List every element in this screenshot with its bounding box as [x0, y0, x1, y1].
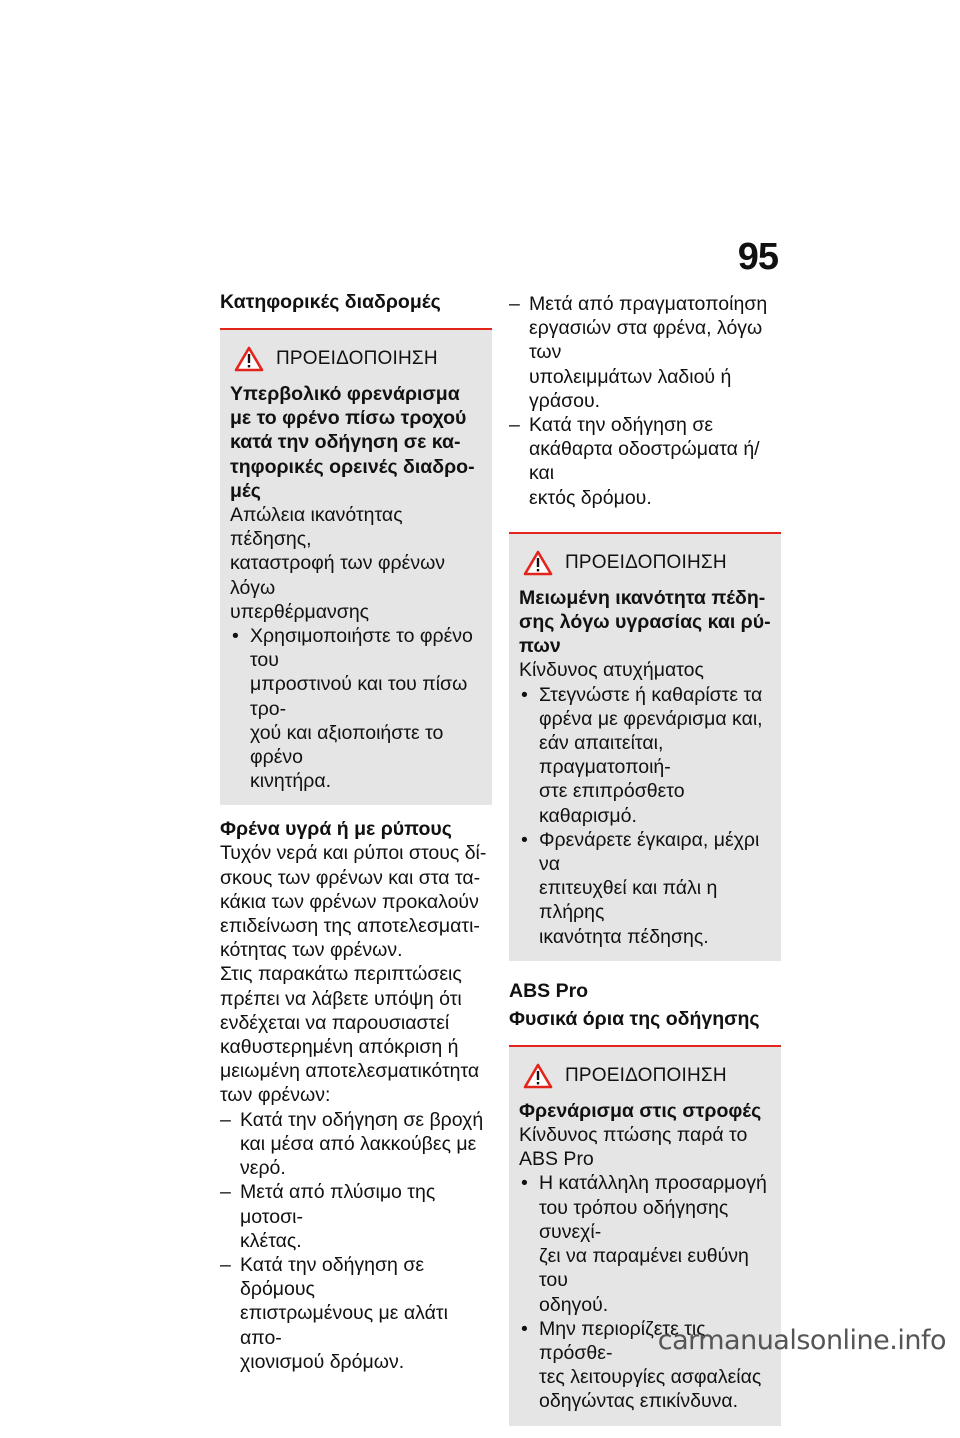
text-line: κότητας των φρένων. [220, 939, 403, 962]
bullet-line: ζει να παραμένει ευθύνη του [539, 1245, 749, 1292]
dash-line: Κατά την οδήγηση σε βροχή [240, 1108, 484, 1131]
bullet-line: φρένα με φρενάρισμα και, [539, 707, 763, 730]
warning-box-cornering [509, 1045, 781, 1426]
warning-box-downhill [220, 328, 492, 805]
dash-item [509, 413, 781, 510]
heading-line: Φρενάρισμα στις στροφές [519, 1099, 762, 1122]
watermark: carmanualsonline.info [657, 1325, 946, 1356]
heading-line: Μειωμένη ικανότητα πέδη- [519, 586, 766, 609]
warning-label: ΠΡΟΕΙΔΟΠΟΙΗΣΗ [276, 348, 438, 369]
text-line: ABS Pro [519, 1148, 594, 1171]
bullet-line: επιτευχθεί και πάλι η πλήρης [539, 877, 718, 924]
dash-line: νερό. [240, 1157, 286, 1180]
bullet-line: Φρενάρετε έγκαιρα, μέχρι να [539, 828, 760, 876]
heading-line: σης λόγω υγρασίας και ρύ- [519, 611, 771, 634]
text-line: ενδέχεται να παρουσιαστεί [220, 1011, 450, 1034]
bullet-line: Μην περιορίζετε τις πρόσθε- [539, 1317, 706, 1364]
bullet-line: κινητήρα. [250, 770, 332, 793]
section-title-wet-brakes: Φρένα υγρά ή με ρύπους [220, 818, 452, 841]
text-line: Τυχόν νερά και ρύποι στους δί- [220, 842, 487, 865]
dash-item [509, 292, 781, 413]
page-number: 95 [737, 236, 778, 278]
warning-header [519, 1063, 772, 1089]
heading-line: πων [519, 635, 561, 658]
dash-item [220, 1180, 492, 1253]
dash-line: Κατά την οδήγηση σε [529, 414, 714, 437]
bullet-line: τες λειτουργίες ασφαλείας [539, 1366, 762, 1389]
bullet-mark: • [232, 625, 239, 648]
warning-box-wet [509, 532, 781, 961]
heading-line: Υπερβολικό φρενάρισμα [230, 383, 460, 405]
warning-triangle-icon [523, 1063, 553, 1089]
dash-line: χιονισμού δρόμων. [240, 1350, 405, 1373]
text-line: καθυστερημένη απόκριση ή [220, 1036, 459, 1059]
text-line: επιδείνωση της αποτελεσματι- [220, 915, 480, 938]
bullet-mark: • [521, 1172, 528, 1195]
text-line: κάκια των φρένων προκαλούν [220, 890, 479, 913]
paragraph-2 [220, 962, 492, 1107]
bullet-line: μπροστινού και του πίσω τρο- [250, 673, 468, 720]
bullet-line: του τρόπου οδήγησης συνεχί- [539, 1196, 729, 1243]
heading-line: κατά την οδήγηση σε κα- [230, 431, 461, 454]
bullet-mark: • [521, 1317, 528, 1340]
warning-triangle-icon [523, 550, 553, 576]
text-line: καταστροφή των φρένων λόγω [230, 552, 446, 599]
warning-header [519, 550, 772, 576]
dash-line: Μετά από πλύσιμο της μοτοσι- [240, 1181, 436, 1228]
dash-line: εργασιών στα φρένα, λόγω των [529, 317, 763, 364]
section-title-physical-limits: Φυσικά όρια της οδήγησης [509, 1007, 760, 1030]
bullet-line: Η κατάλληλη προσαρμογή [539, 1172, 767, 1195]
bullet-mark: • [521, 828, 528, 851]
dash-line: κλέτας. [240, 1229, 302, 1252]
dash-item [220, 1253, 492, 1374]
dash-line: εκτός δρόμου. [529, 486, 652, 509]
bullet-line: οδηγώντας επικίνδυνα. [539, 1390, 739, 1413]
dash-mark: – [220, 1108, 231, 1131]
dash-line: Κατά την οδήγηση σε δρόμους [240, 1253, 425, 1301]
bullet-item [519, 683, 772, 828]
bullet-line: ικανότητα πέδησης. [539, 925, 709, 948]
dash-line: ακάθαρτα οδοστρώματα ή/και [529, 438, 760, 485]
text-line: Κίνδυνος ατυχήματος [519, 659, 704, 682]
dash-mark: – [509, 293, 520, 315]
dash-line: επιστρωμένους με αλάτι απο- [240, 1302, 448, 1349]
warning-triangle-icon [234, 346, 264, 372]
section-title-downhill: Κατηφορικές διαδρομές [220, 291, 441, 313]
bullet-line: εάν απαιτείται, πραγματοποιή- [539, 732, 671, 779]
dash-line: Μετά από πραγματοποίηση [529, 293, 768, 315]
heading-line: τηφορικές ορεινές διαδρο- [230, 455, 475, 478]
text-line: Στις παρακάτω περιπτώσεις [220, 963, 462, 986]
warning-text [230, 503, 483, 624]
dash-mark: – [509, 414, 520, 437]
bullet-mark: • [521, 683, 528, 706]
bullet-line: Χρησιμοποιήστε το φρένο του [250, 625, 473, 672]
left-column [220, 290, 492, 1374]
bullet-item [519, 1171, 772, 1316]
heading-line: μές [230, 479, 261, 502]
warning-heading [230, 382, 483, 503]
bullet-item [230, 624, 483, 793]
text-line: Κίνδυνος πτώσης παρά το [519, 1124, 748, 1147]
text-line: των φρένων: [220, 1084, 331, 1107]
warning-label: ΠΡΟΕΙΔΟΠΟΙΗΣΗ [565, 1064, 727, 1086]
text-line: μειωμένη αποτελεσματικότητα [220, 1060, 480, 1083]
paragraph-1 [220, 841, 492, 962]
text-line: υπερθέρμανσης [230, 600, 370, 623]
warning-header [230, 346, 483, 372]
warning-label: ΠΡΟΕΙΔΟΠΟΙΗΣΗ [565, 551, 727, 573]
bullet-line: χού και αξιοποιήστε το φρένο [250, 721, 444, 769]
dash-mark: – [220, 1181, 231, 1204]
dash-mark: – [220, 1253, 231, 1276]
heading-line: με το φρένο πίσω τροχού [230, 407, 467, 430]
dash-line: υπολειμμάτων λαδιού ή γράσου. [529, 365, 732, 412]
right-column [509, 292, 781, 1438]
bullet-line: οδηγού. [539, 1293, 609, 1316]
dash-item [220, 1108, 492, 1181]
bullet-line: Στεγνώστε ή καθαρίστε τα [539, 683, 763, 706]
section-title-abs-pro: ABS Pro [509, 979, 589, 1002]
text-line: Απώλεια ικανότητας πέδησης, [230, 504, 403, 551]
dash-line: και μέσα από λακκούβες με [240, 1132, 477, 1155]
warning-heading [519, 586, 772, 659]
text-line: σκους των φρένων και στα τα- [220, 866, 481, 889]
bullet-item [519, 828, 772, 949]
text-line: πρέπει να λάβετε υπόψη ότι [220, 987, 462, 1010]
bullet-line: στε επιπρόσθετο καθαρισμό. [539, 780, 685, 827]
